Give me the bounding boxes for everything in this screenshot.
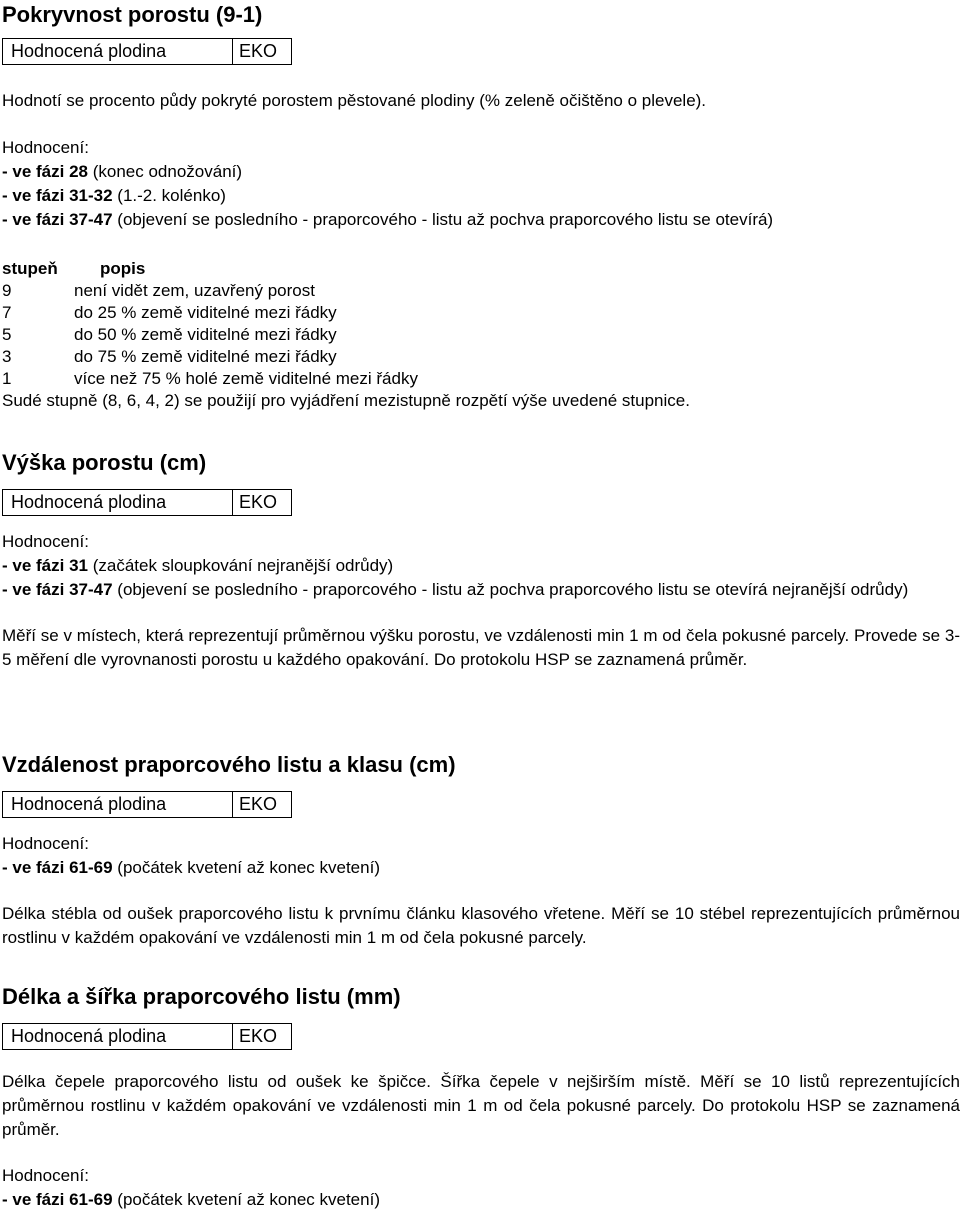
- section-delka: [2, 984, 960, 1212]
- eval-label: Hodnocení:: [2, 1166, 89, 1185]
- crop-table: [2, 38, 292, 65]
- crop-value: EKO: [239, 1026, 278, 1046]
- phase-line: - ve fázi 37-47 (objevení se posledního - praporcového - listu až pochva praporcového listu se otevírá): [2, 210, 774, 229]
- phase-line: - ve fázi 28 (konec odnožování): [2, 162, 243, 181]
- section-title: Výška porostu (cm): [2, 450, 207, 475]
- section-vzdalenost: [2, 752, 960, 950]
- crop-table: [2, 1023, 292, 1050]
- scale-row: 1 více než 75 % holé země viditelné mezi řádky: [2, 369, 418, 388]
- phase-line: - ve fázi 31-32 (1.-2. kolénko): [2, 186, 226, 205]
- eval-label: Hodnocení:: [2, 834, 89, 853]
- crop-label: Hodnocená plodina: [3, 39, 233, 64]
- method-text: Délka čepele praporcového listu od oušek ke špičce. Šířka čepele v nejširším místě. Měří se 10 listů reprezentujících průměrnou rostlinu v každém opakování ve vzdálenosti min 1 m od čela pokusné parcely. Do protokolu HSP se zaznamená průměr.: [2, 1072, 960, 1139]
- crop-label: Hodnocená plodina: [3, 490, 233, 515]
- method-text: Měří se v místech, která reprezentují průměrnou výšku porostu, ve vzdálenosti min 1 m od čela pokusné parcely. Provede se 3-5 měření dle vyrovnanosti porostu u každého opakování. Do protokolu HSP se zaznamená průměr.: [2, 626, 960, 669]
- scale-header: stupeň popis: [2, 259, 146, 278]
- crop-value: EKO: [239, 794, 278, 814]
- method-text: Délka stébla od oušek praporcového listu k prvnímu článku klasového vřetene. Měří se 10 stébel reprezentujících průměrnou rostlinu v každém opakování ve vzdálenosti min 1 m od čela pokusné parcely.: [2, 904, 960, 947]
- crop-label: Hodnocená plodina: [3, 792, 233, 817]
- crop-table: [2, 489, 292, 516]
- scale-row: 7 do 25 % země viditelné mezi řádky: [2, 303, 337, 322]
- eval-label: Hodnocení:: [2, 532, 89, 551]
- scale-row: 3 do 75 % země viditelné mezi řádky: [2, 347, 337, 366]
- scale-row: 5 do 50 % země viditelné mezi řádky: [2, 325, 337, 344]
- section-title: Pokryvnost porostu (9-1): [2, 2, 263, 27]
- section-title: Vzdálenost praporcového listu a klasu (cm): [2, 752, 456, 777]
- section-title: Délka a šířka praporcového listu (mm): [2, 984, 401, 1009]
- phase-line: - ve fázi 61-69 (počátek kvetení až konec kvetení): [2, 858, 380, 877]
- crop-label: Hodnocená plodina: [3, 1024, 233, 1049]
- section-vyska: [2, 450, 960, 672]
- phase-line: - ve fázi 37-47 (objevení se posledního - praporcového - listu až pochva praporcového listu se otevírá nejranější odrůdy): [2, 580, 909, 599]
- eval-label: Hodnocení:: [2, 138, 89, 157]
- crop-value: EKO: [239, 41, 278, 61]
- scale-row: 9 není vidět zem, uzavřený porost: [2, 281, 315, 300]
- crop-table: [2, 791, 292, 818]
- section-pokryvnost: [2, 2, 960, 412]
- description: Hodnotí se procento půdy pokryté porostem pěstované plodiny (% zeleně očištěno o plevele).: [2, 91, 707, 110]
- crop-value: EKO: [239, 492, 278, 512]
- scale-note: Sudé stupně (8, 6, 4, 2) se použijí pro vyjádření mezistupně rozpětí výše uvedené stupnice.: [2, 391, 690, 410]
- phase-line: - ve fázi 31 (začátek sloupkování nejranější odrůdy): [2, 556, 394, 575]
- phase-line: - ve fázi 61-69 (počátek kvetení až konec kvetení): [2, 1190, 380, 1209]
- scale-table: [2, 258, 960, 412]
